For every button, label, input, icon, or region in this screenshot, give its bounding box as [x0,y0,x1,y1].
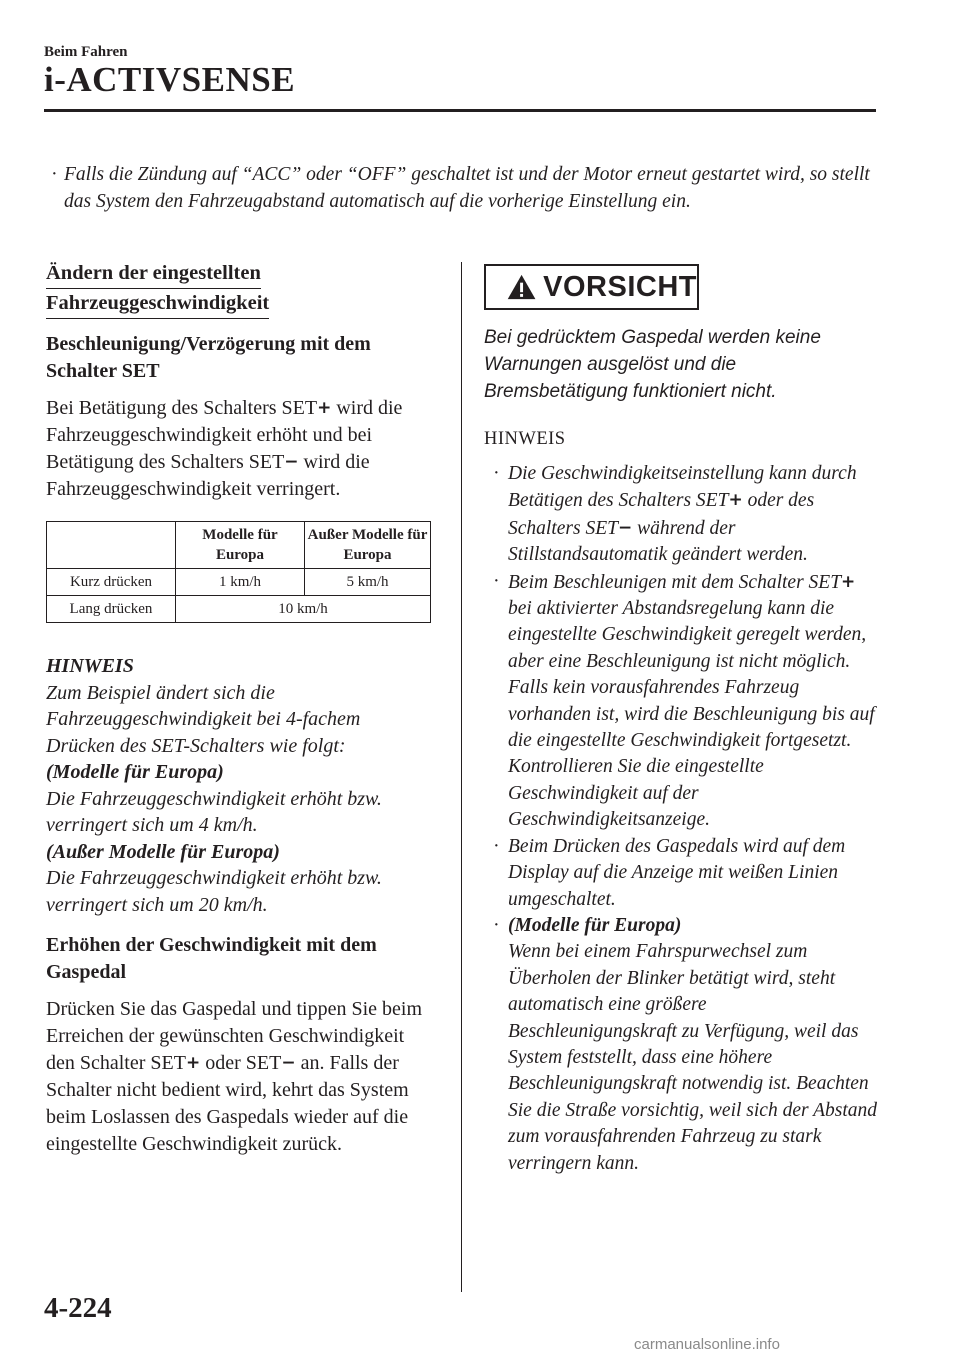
list-item-text: Beim Drücken des Gaspedals wird auf dem Display auf die Anzeige mit weißen Linien umgeschaltet. [508,835,846,910]
table-header-empty [47,522,176,569]
hinweis-block [46,653,432,918]
warning-label: VORSICHT [543,270,697,303]
warning-triangle-icon [506,271,537,303]
bullet-dot: · [493,835,499,857]
text-part: bei aktivierter Abstandsregelung kann die eingestellte Geschwindigkeit geregelt werden, aber eine Beschleunigung ist nicht möglich. Falls kein vorausfahrendes Fahrzeug vorhanden ist, wird die Beschleunigung bis auf die eingestellte Geschwindigkeit fortgesetzt. Kontrollieren Sie die eingestellte Geschwindigkeit auf der Geschwindigkeitsanzeige. [508,598,875,831]
text-part: während der Stillstandsautomatik geändert werden. [508,517,808,566]
text-part: Die Geschwindigkeitseinstellung kann durch Betätigen des Schalters SET [508,463,857,512]
hinweis-europe-text: Die Fahrzeuggeschwindigkeit erhöht bzw. verringert sich um 4 km/h. [46,787,382,836]
page-number: 4-224 [44,1292,112,1324]
table-header-europe: Modelle für Europa [176,522,305,569]
text-part: Wenn bei einem Fahrspurwechsel zum Überholen der Blinker betätigt wird, steht automatisch eine größere Beschleunigungskraft zu Verfügung, weil das System feststellt, dass eine höhere Beschleunigungskraft notwendig ist. Beachten Sie die Straße vorsichtig, weil sich der Abstand zum vorausfahrenden Fahrzeug zu stark verringern kann. [508,941,878,1174]
table-cell: 1 km/h [176,569,305,596]
bullet-dot: · [51,164,57,185]
list-item [484,913,879,1177]
list-item-text [508,461,879,569]
bullet-dot: · [493,914,499,936]
list-item [484,569,879,834]
intro-bullet [44,161,879,215]
minus-icon: − [284,452,299,472]
text-part: wird die Fahrzeuggeschwindigkeit erhöht und bei Betätigung des Schalters SET [46,397,403,473]
text-part: oder SET [200,1052,282,1074]
hinweis-non-europe-heading: (Außer Modelle für Europa) [46,840,280,863]
hinweis-label-right: HINWEIS [484,429,566,449]
left-column [46,259,432,1158]
section-title [46,259,432,319]
subheading-set-switch: Beschleunigung/Verzögerung mit dem Schalter SET [46,333,371,382]
header-section: Beim Fahren [44,44,128,60]
table-cell: 5 km/h [305,569,431,596]
paragraph-set-switch [46,395,432,503]
section-title-line2: Fahrzeuggeschwindigkeit [46,289,269,319]
plus-icon: + [317,398,332,418]
table-cell: Lang drücken [47,596,176,623]
list-item [484,834,879,913]
bullet-dot: · [493,570,499,592]
text-part: Beim Beschleunigen mit dem Schalter SET [508,571,842,593]
column-divider [461,262,462,1292]
footer-watermark: carmanualsonline.info [634,1336,780,1353]
list-item-heading: (Modelle für Europa) [508,914,682,936]
text-part: wird die Fahrzeuggeschwindigkeit verringert. [46,451,370,500]
warning-box [484,264,699,310]
warning-text: Bei gedrücktem Gaspedal werden keine Warnungen ausgelöst und die Bremsbetätigung funktioniert nicht. [484,327,821,402]
bullet-dot: · [493,463,499,484]
header-rule [44,109,876,112]
plus-icon: + [728,490,743,511]
speed-step-table [46,521,431,623]
plus-icon: + [841,571,856,592]
minus-icon: − [281,1053,296,1073]
minus-icon: − [617,517,633,538]
subheading-accelerator: Erhöhen der Geschwindigkeit mit dem Gaspedal [46,934,377,983]
text-part: Drücken Sie das Gaspedal und tippen Sie beim Erreichen der gewünschten Geschwindigkeit den Schalter SET [46,998,423,1074]
hinweis-list [484,461,879,1177]
text-part: oder des Schalters SET [508,490,815,539]
section-title-line1: Ändern der eingestellten [46,259,261,289]
hinweis-intro: Zum Beispiel ändert sich die Fahrzeuggeschwindigkeit bei 4-fachem Drücken des SET-Schalters wie folgt: [46,681,361,757]
text-part: Bei Betätigung des Schalters SET [46,397,318,419]
table-cell: Kurz drücken [47,569,176,596]
hinweis-non-europe-text: Die Fahrzeuggeschwindigkeit erhöht bzw. verringert sich um 20 km/h. [46,867,382,916]
text-part: an. Falls der Schalter nicht bedient wird, kehrt das System beim Loslassen des Gaspedals wieder auf die eingestellte Geschwindigkeit zurück. [46,1052,409,1155]
table-row [47,596,431,623]
table-header-non-europe: Außer Modelle für Europa [305,522,431,569]
right-column [484,264,879,1177]
list-item [484,461,879,569]
table-row [47,569,431,596]
hinweis-europe-heading: (Modelle für Europa) [46,761,224,783]
list-item-text [508,913,879,1177]
table-cell: 10 km/h [176,596,431,623]
intro-text: Falls die Zündung auf “ACC” oder “OFF” geschaltet ist und der Motor erneut gestartet wird, so stellt das System den Fahrzeugabstand automatisch auf die vorherige Einstellung ein. [64,164,870,212]
hinweis-label: HINWEIS [46,655,134,677]
list-item-text [508,569,879,834]
header-title: i-ACTIVSENSE [44,60,296,99]
table-header-row [47,522,431,569]
paragraph-accelerator [46,996,432,1158]
plus-icon: + [185,1053,201,1073]
